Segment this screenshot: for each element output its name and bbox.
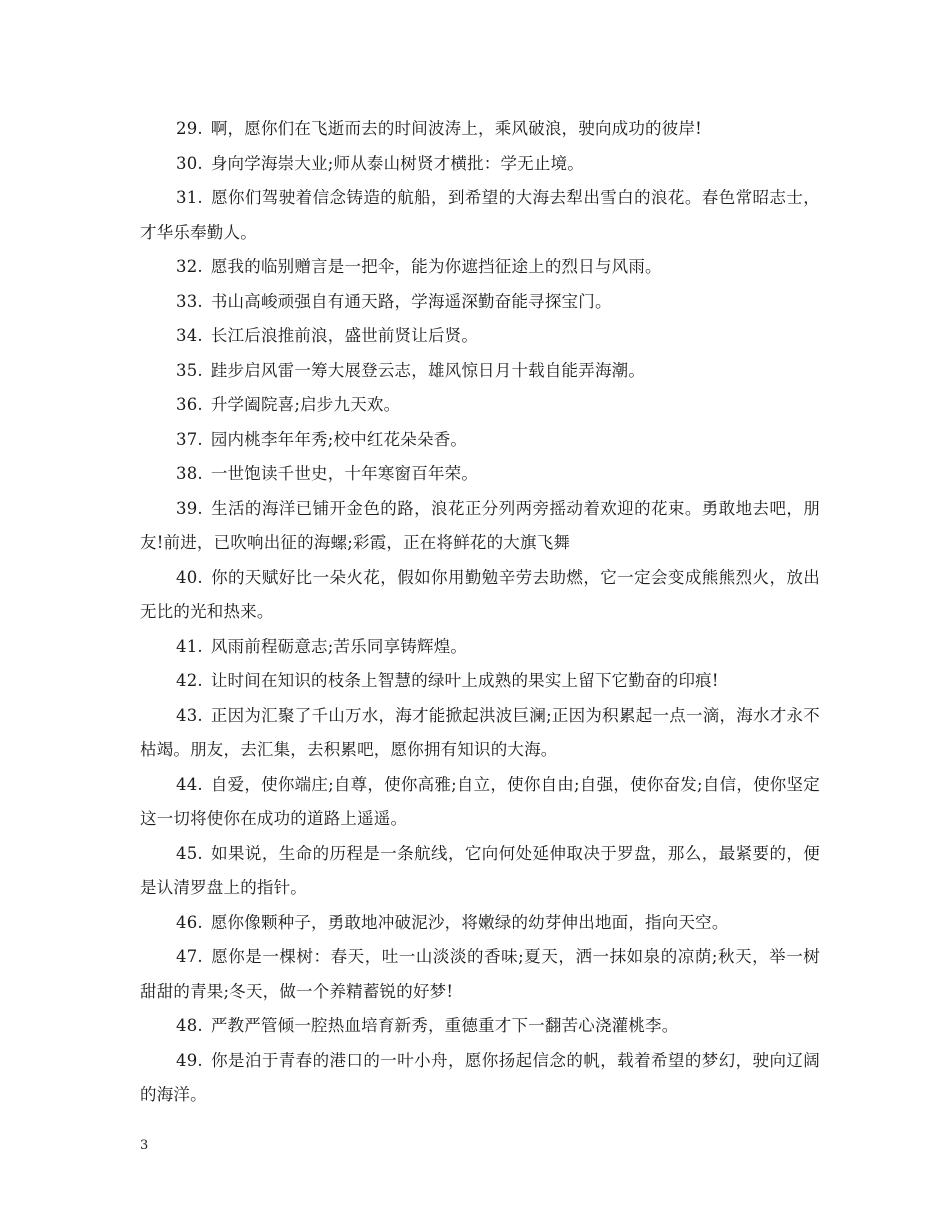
page-number: 3 [140, 1138, 149, 1153]
item-text: 你是泊于青春的港口的一叶小舟，愿你扬起信念的帆，载着希望的梦幻，驶向辽阔的海洋。 [140, 1050, 820, 1104]
item-text: 身向学海崇大业;师从泰山树贤才横批：学无止境。 [210, 153, 585, 173]
list-item [140, 630, 820, 665]
list-item [140, 1009, 820, 1044]
item-number: 45. [176, 843, 203, 863]
item-number: 41. [176, 636, 203, 656]
item-number: 30. [176, 153, 203, 173]
item-number: 32. [176, 257, 203, 276]
list-item [140, 492, 820, 561]
item-number: 34. [176, 326, 203, 345]
item-text: 如果说，生命的历程是一条航线，它向何处延伸取决于罗盘，那么，最紧要的，便是认清罗盘上的指针。 [140, 843, 820, 897]
list-item [140, 561, 820, 630]
item-text: 生活的海洋已铺开金色的路，浪花正分列两旁摇动着欢迎的花束。勇敢地去吧，朋友!前进，已吹响出征的海螺;彩霞，正在将鲜花的大旗飞舞 [140, 498, 820, 552]
item-text: 升学阖院喜;启步九天欢。 [210, 395, 401, 414]
item-number: 29. [176, 119, 203, 138]
list-item [140, 112, 820, 147]
item-text: 愿你是一棵树：春天，吐一山淡淡的香味;夏天，洒一抹如泉的凉荫;秋天，举一树甜甜的青果;冬天，做一个养精蓄锐的好梦! [140, 947, 820, 1001]
item-number: 46. [176, 912, 203, 932]
item-text: 一世饱读千世史，十年寒窗百年荣。 [210, 464, 479, 483]
item-text: 书山高峻顽强自有通天路，学海遥深勤奋能寻探宝门。 [210, 291, 612, 311]
item-text: 愿你们驾驶着信念铸造的航船，到希望的大海去犁出雪白的浪花。春色常昭志士，才华乐奉勤人。 [140, 188, 820, 242]
item-text: 跬步启风雷一筹大展登云志，雄风惊日月十载自能弄海潮。 [210, 360, 646, 380]
item-text: 长江后浪推前浪，盛世前贤让后贤。 [210, 326, 479, 345]
list-item [140, 181, 820, 250]
item-number: 43. [176, 705, 203, 725]
item-text: 愿我的临别赠言是一把伞，能为你遮挡征途上的烈日与风雨。 [210, 257, 662, 276]
item-number: 42. [176, 671, 203, 690]
list-item [140, 354, 820, 389]
list-item [140, 250, 820, 285]
item-number: 40. [176, 567, 203, 587]
item-number: 33. [176, 291, 203, 311]
item-number: 35. [176, 360, 203, 380]
list-item [140, 285, 820, 320]
list-item [140, 837, 820, 906]
list-item [140, 768, 820, 837]
list-item [140, 423, 820, 458]
item-text: 正因为汇聚了千山万水，海才能掀起洪波巨澜;正因为积累起一点一滴，海水才永不枯竭。朋友，去汇集，去积累吧，愿你拥有知识的大海。 [140, 705, 820, 759]
item-text: 风雨前程砺意志;苦乐同享铸辉煌。 [210, 636, 468, 656]
item-text: 啊，愿你们在飞逝而去的时间波涛上，乘风破浪，驶向成功的彼岸! [210, 119, 702, 138]
list-item [140, 940, 820, 1009]
list-item [140, 457, 820, 492]
item-text: 严教严管倾一腔热血培育新秀，重德重才下一翻苦心浇灌桃李。 [210, 1016, 679, 1035]
item-number: 49. [176, 1050, 203, 1070]
item-text: 让时间在知识的枝条上智慧的绿叶上成熟的果实上留下它勤奋的印痕! [210, 671, 719, 690]
item-number: 39. [176, 498, 203, 518]
item-text: 自爱，使你端庄;自尊，使你高雅;自立，使你自由;自强，使你奋发;自信，使你坚定这一切将使你在成功的道路上遥遥。 [140, 774, 820, 828]
list-item [140, 147, 820, 182]
item-number: 31. [176, 188, 203, 207]
document-body [140, 112, 820, 1113]
item-number: 38. [176, 464, 203, 483]
list-item [140, 699, 820, 768]
list-item [140, 664, 820, 699]
item-number: 37. [176, 429, 203, 449]
list-item [140, 1044, 820, 1113]
item-text: 你的天赋好比一朵火花，假如你用勤勉辛劳去助燃，它一定会变成熊熊烈火，放出无比的光和热来。 [140, 567, 820, 621]
item-text: 园内桃李年年秀;校中红花朵朵香。 [210, 429, 468, 449]
item-number: 36. [176, 395, 203, 414]
list-item [140, 906, 820, 941]
item-number: 44. [176, 774, 203, 794]
item-number: 48. [176, 1016, 203, 1035]
item-text: 愿你像颗种子，勇敢地冲破泥沙，将嫩绿的幼芽伸出地面，指向天空。 [210, 912, 729, 932]
list-item [140, 388, 820, 423]
list-item [140, 319, 820, 354]
item-number: 47. [176, 947, 203, 966]
